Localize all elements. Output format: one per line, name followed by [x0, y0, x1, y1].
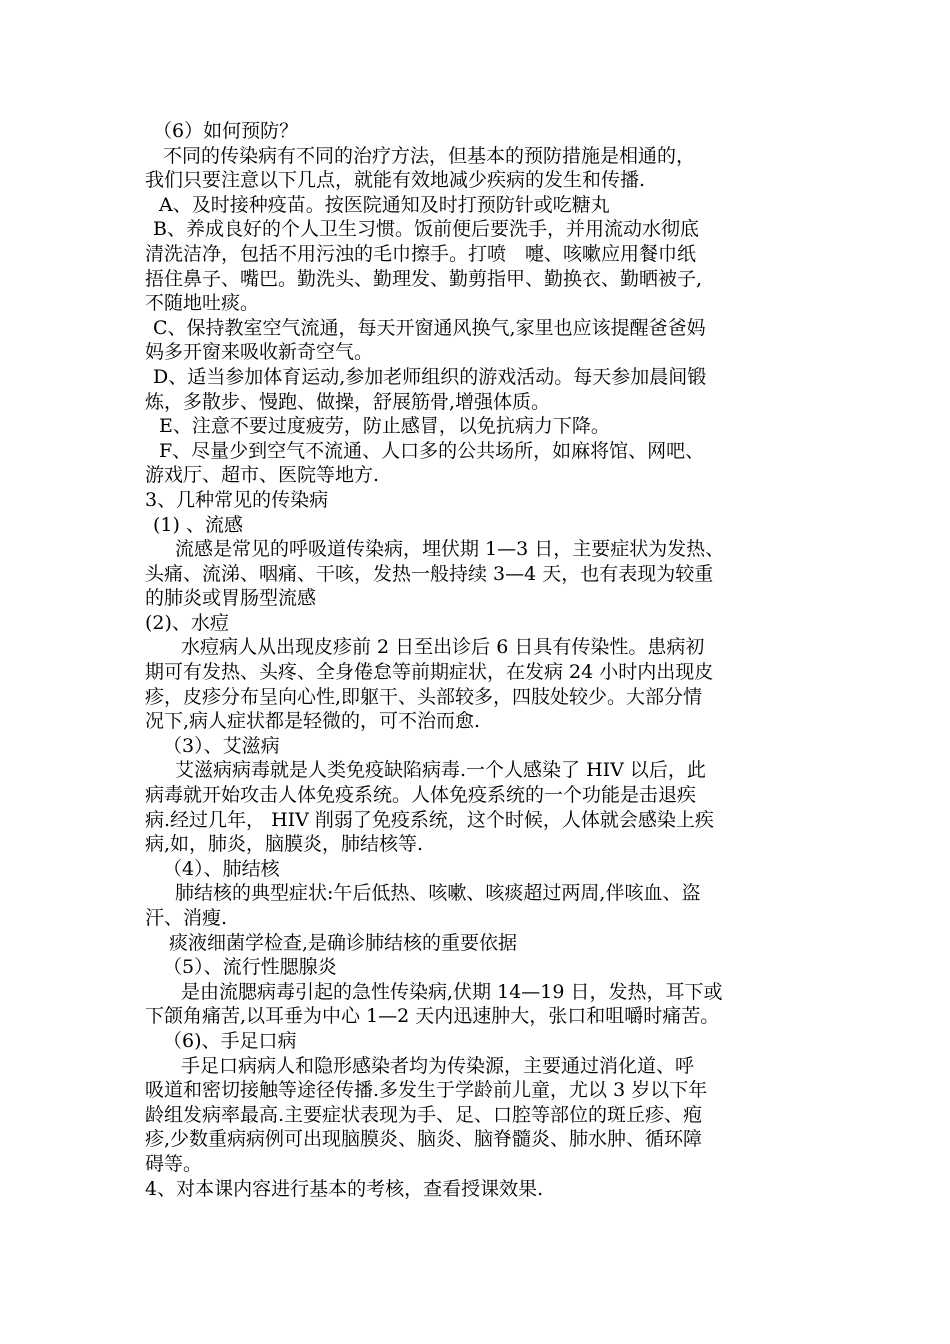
text-line: C、保持教室空气流通，每天开窗通风换气,家里也应该提醒爸爸妈 [153, 316, 706, 339]
text-line: 3、几种常见的传染病 [145, 488, 329, 511]
text-line: 疹,少数重病病例可出现脑膜炎、脑炎、脑脊髓炎、肺水肿、循环障 [145, 1128, 703, 1151]
text-line: 龄组发病率最高.主要症状表现为手、足、口腔等部位的斑丘疹、疱 [145, 1103, 703, 1126]
text-line: 手足口病病人和隐形感染者均为传染源，主要通过消化道、呼 [181, 1054, 695, 1077]
text-line: E、注意不要过度疲劳，防止感冒，以免抗病力下降。 [159, 415, 610, 438]
text-line: （4）、肺结核 [163, 857, 280, 880]
text-line: 我们只要注意以下几点，就能有效地减少疾病的发生和传播. [145, 169, 646, 192]
text-line: （3）、艾滋病 [163, 734, 280, 757]
text-line: 肺结核的典型症状:午后低热、咳嗽、咳痰超过两周,伴咳血、盗 [175, 882, 701, 905]
text-line: 妈多开窗来吸收新奇空气。 [145, 341, 374, 364]
text-line: B、养成良好的个人卫生习惯。饭前便后要洗手，并用流动水彻底 [153, 218, 699, 241]
text-line: 痰液细菌学检查,是确诊肺结核的重要依据 [169, 931, 518, 954]
text-line: （6)、手足口病 [163, 1029, 297, 1052]
document-body [145, 119, 835, 1201]
text-line: 下颌角痛苦,以耳垂为中心 1—2 天内迅速肿大，张口和咀嚼时痛苦。 [145, 1005, 720, 1028]
text-line: F、尽量少到空气不流通、人口多的公共场所，如麻将馆、网吧、 [159, 439, 705, 462]
text-line: 汗、消瘦. [145, 907, 228, 929]
text-line: 清洗洁净，包括不用污浊的毛巾擦手。打喷 嚏、咳嗽应用餐巾纸 [145, 242, 697, 265]
text-line: 4、对本课内容进行基本的考核，查看授课效果. [145, 1177, 544, 1200]
text-line: 头痛、流涕、咽痛、干咳，发热一般持续 3—4 天，也有表现为较重 [145, 562, 714, 585]
text-line: （5）、流行性腮腺炎 [163, 956, 337, 979]
text-line: 况下,病人症状都是轻微的，可不治而愈. [145, 710, 481, 733]
text-line: 病毒就开始攻击人体免疫系统。人体免疫系统的一个功能是击退疾 [145, 784, 697, 807]
text-line: D、适当参加体育运动,参加老师组织的游戏活动。每天参加晨间锻 [153, 365, 707, 388]
text-line: （6）如何预防？ [153, 120, 299, 142]
text-line: 疹，皮疹分布呈向心性,即躯干、头部较多，四肢处较少。大部分情 [145, 685, 703, 708]
text-line: 碍等。 [145, 1152, 203, 1175]
text-line: 吸道和密切接触等途径传播.多发生于学龄前儿童，尤以 3 岁以下年 [145, 1079, 708, 1102]
text-line: 病.经过几年， HIV 削弱了免疫系统，这个时候，人体就会感染上疾 [145, 808, 714, 831]
text-line: 不随地吐痰。 [145, 292, 260, 315]
text-line: 游戏厅、超市、医院等地方. [145, 464, 380, 487]
text-line: 是由流腮病毒引起的急性传染病,伏期 14—19 日，发热，耳下或 [181, 980, 723, 1003]
text-line: 病,如，肺炎，脑膜炎，肺结核等. [145, 833, 424, 856]
text-line: 流感是常见的呼吸道传染病，埋伏期 1—3 日，主要症状为发热、 [175, 538, 725, 561]
text-line: 期可有发热、头疼、全身倦怠等前期症状，在发病 24 小时内出现皮 [145, 661, 714, 684]
text-line: 炼，多散步、慢跑、做操，舒展筋骨,增强体质。 [145, 390, 551, 413]
text-line: 的肺炎或胃肠型流感 [145, 587, 317, 610]
text-line: 不同的传染病有不同的治疗方法，但基本的预防措施是相通的， [163, 144, 696, 167]
text-line: 水痘病人从出现皮疹前 2 日至出诊后 6 日具有传染性。患病初 [181, 636, 705, 659]
text-line: (1) 、流感 [153, 513, 243, 536]
text-line: 捂住鼻子、嘴巴。勤洗头、勤理发、勤剪指甲、勤换衣、勤晒被子, [145, 267, 703, 290]
text-line: A、及时接种疫苗。按医院通知及时打预防针或吃糖丸 [159, 193, 610, 216]
text-line: (2)、水痘 [145, 611, 229, 634]
text-line: 艾滋病病毒就是人类免疫缺陷病毒.一个人感染了 HIV 以后，此 [175, 759, 706, 782]
